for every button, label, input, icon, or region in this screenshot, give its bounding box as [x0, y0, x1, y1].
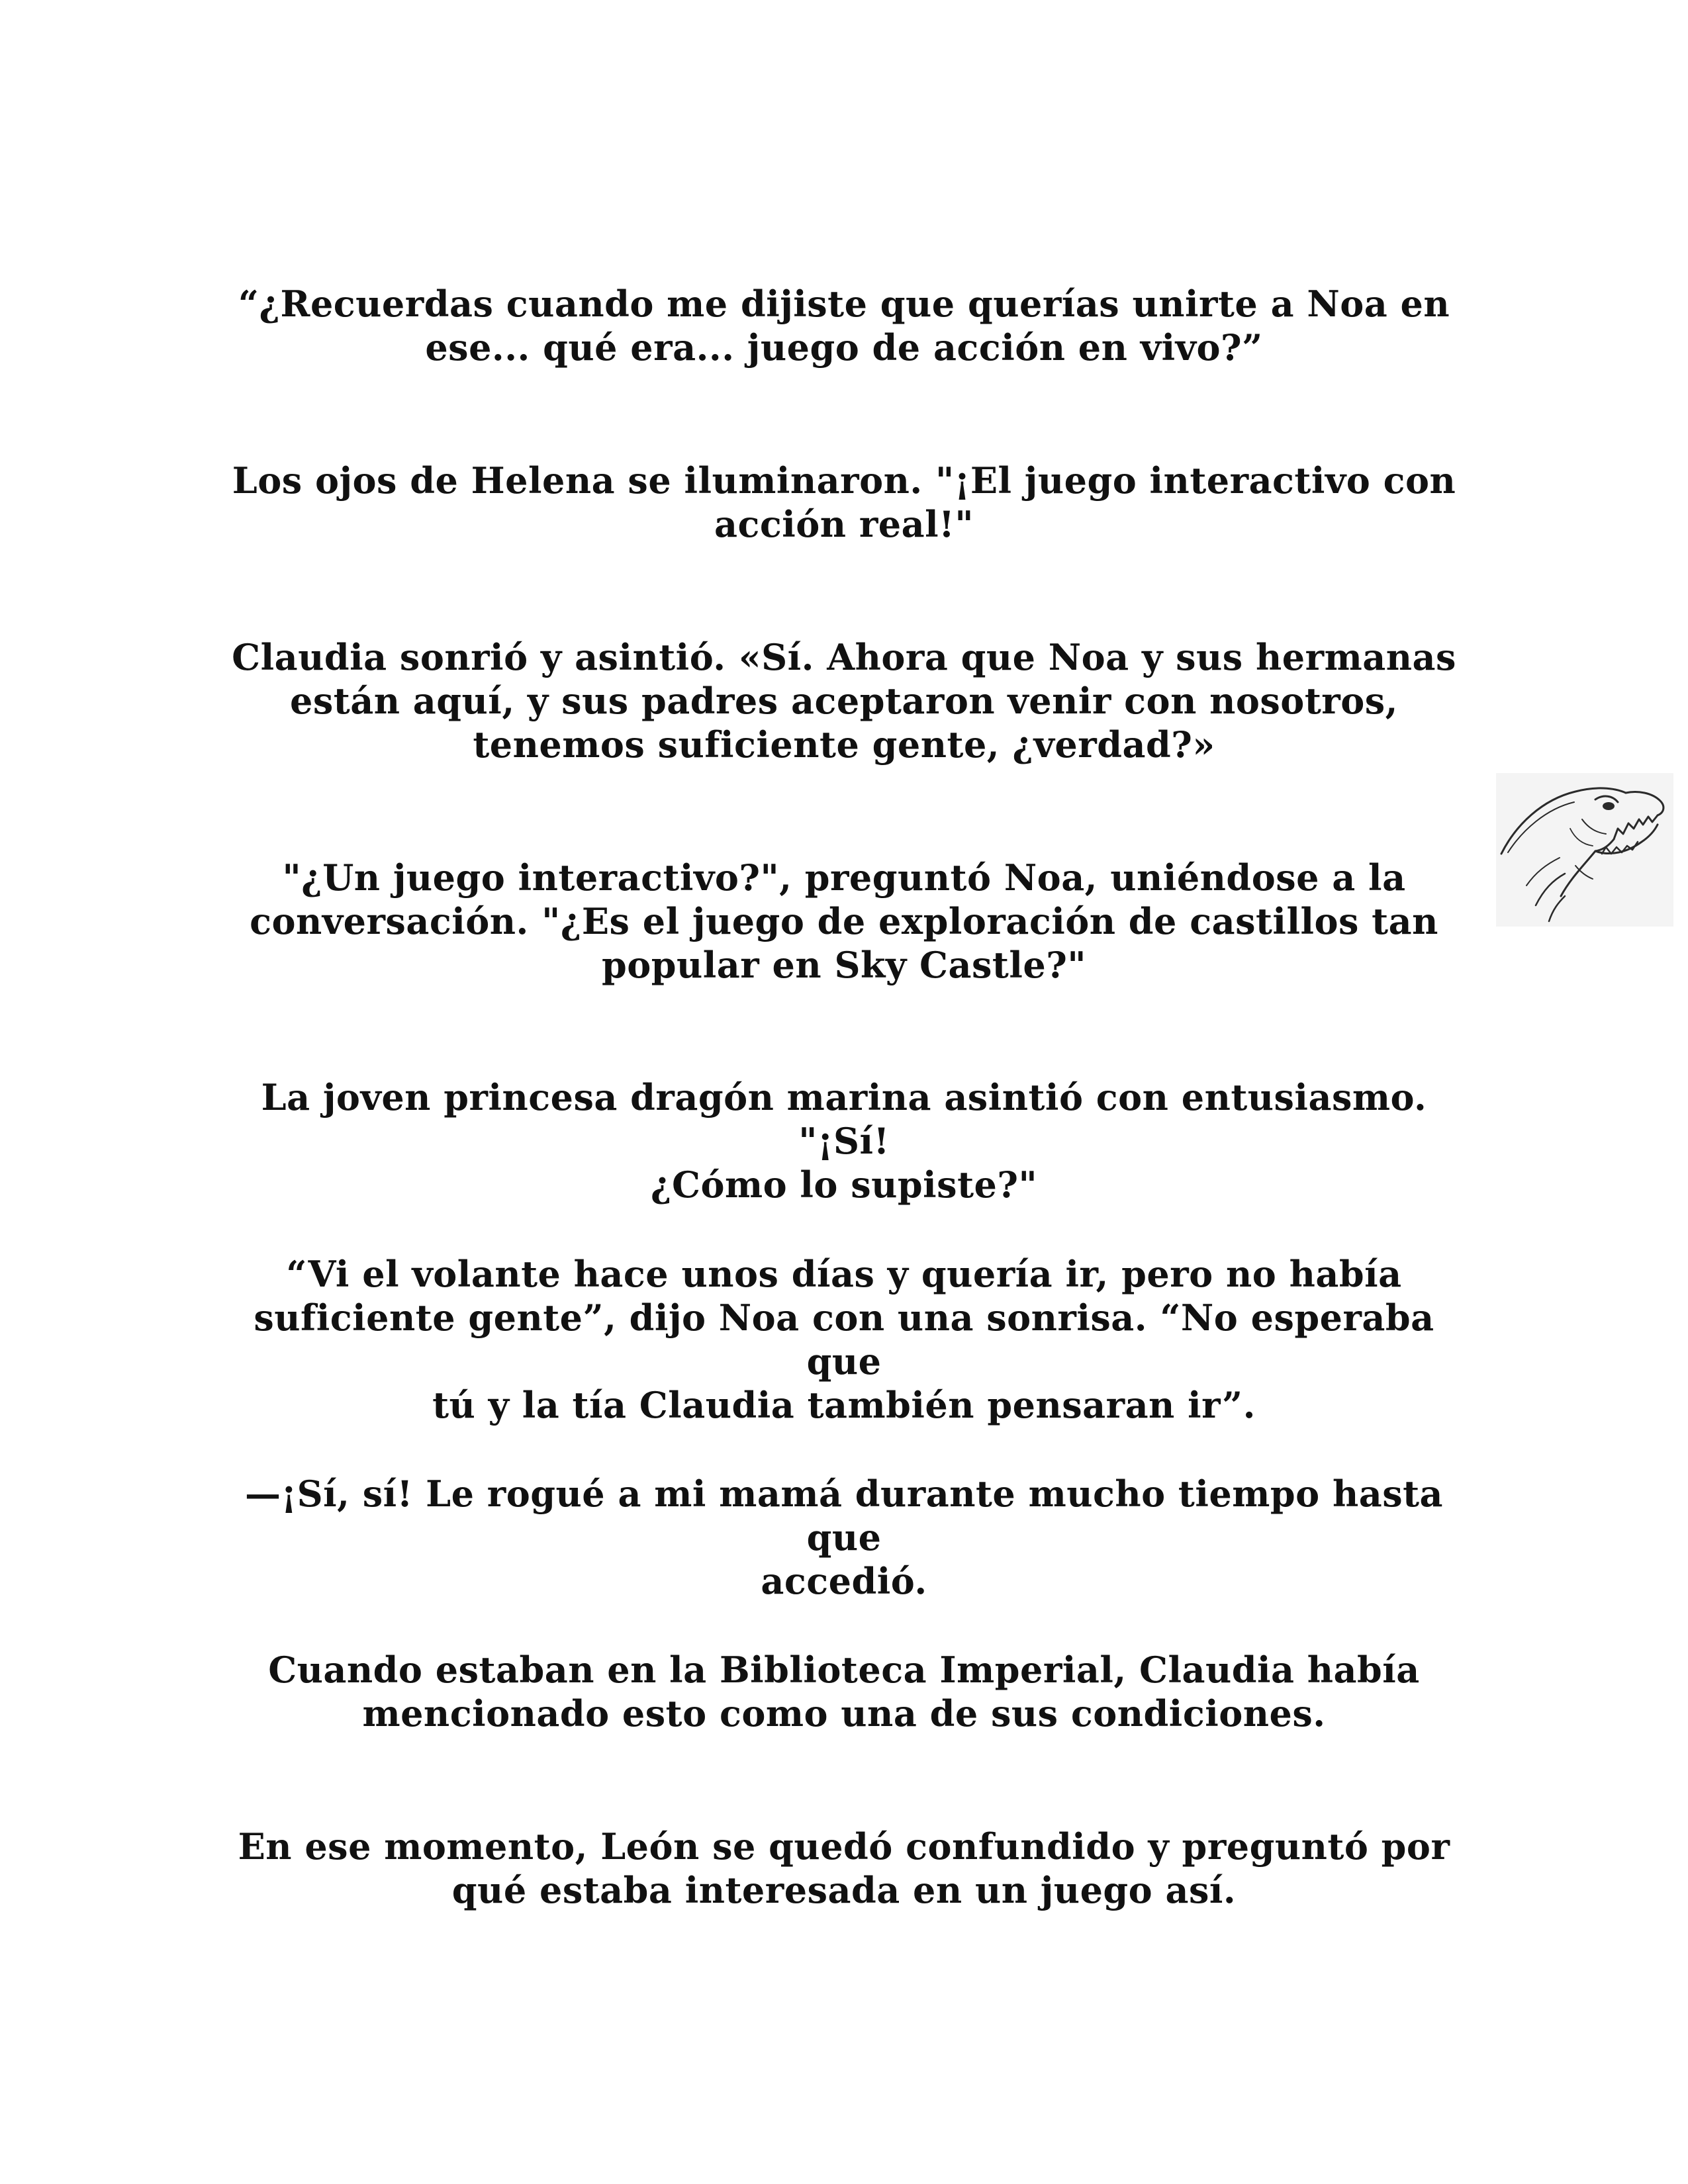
paragraph-2: Los ojos de Helena se iluminaron. "¡El juego interactivo con acción real!"	[232, 459, 1456, 545]
paragraph-9: En ese momento, León se quedó confundido y preguntó por qué estaba interesada en un juego así.	[238, 1825, 1450, 1911]
paragraph-1: “¿Recuerdas cuando me dijiste que querías unirte a Noa en ese... qué era... juego de acción en vivo?”	[238, 283, 1450, 369]
paragraph-7: —¡Sí, sí! Le rogué a mi mamá durante mucho tiempo hasta que accedió.	[244, 1473, 1444, 1602]
paragraph-3: Claudia sonrió y asintió. «Sí. Ahora que Noa y sus hermanas están aquí, y sus padres aceptaron venir con nosotros, tenemos suficiente gente, ¿verdad?»	[232, 636, 1456, 766]
paragraph-6: “Vi el volante hace unos días y quería ir, pero no había suficiente gente”, dijo Noa con una sonrisa. “No esperaba que tú y la tía Claudia también pensaran ir”.	[254, 1253, 1434, 1426]
dinosaur-sketch-icon	[1496, 773, 1673, 927]
paragraph-5: La joven princesa dragón marina asintió con entusiasmo. "¡Sí! ¿Cómo lo supiste?"	[261, 1076, 1427, 1206]
paragraph-4: "¿Un juego interactivo?", preguntó Noa, uniéndose a la conversación. "¿Es el juego de exploración de castillos tan popular en Sky Castle?"	[250, 856, 1438, 986]
paragraph-8: Cuando estaban en la Biblioteca Imperial, Claudia había mencionado esto como una de sus condiciones.	[268, 1649, 1420, 1735]
